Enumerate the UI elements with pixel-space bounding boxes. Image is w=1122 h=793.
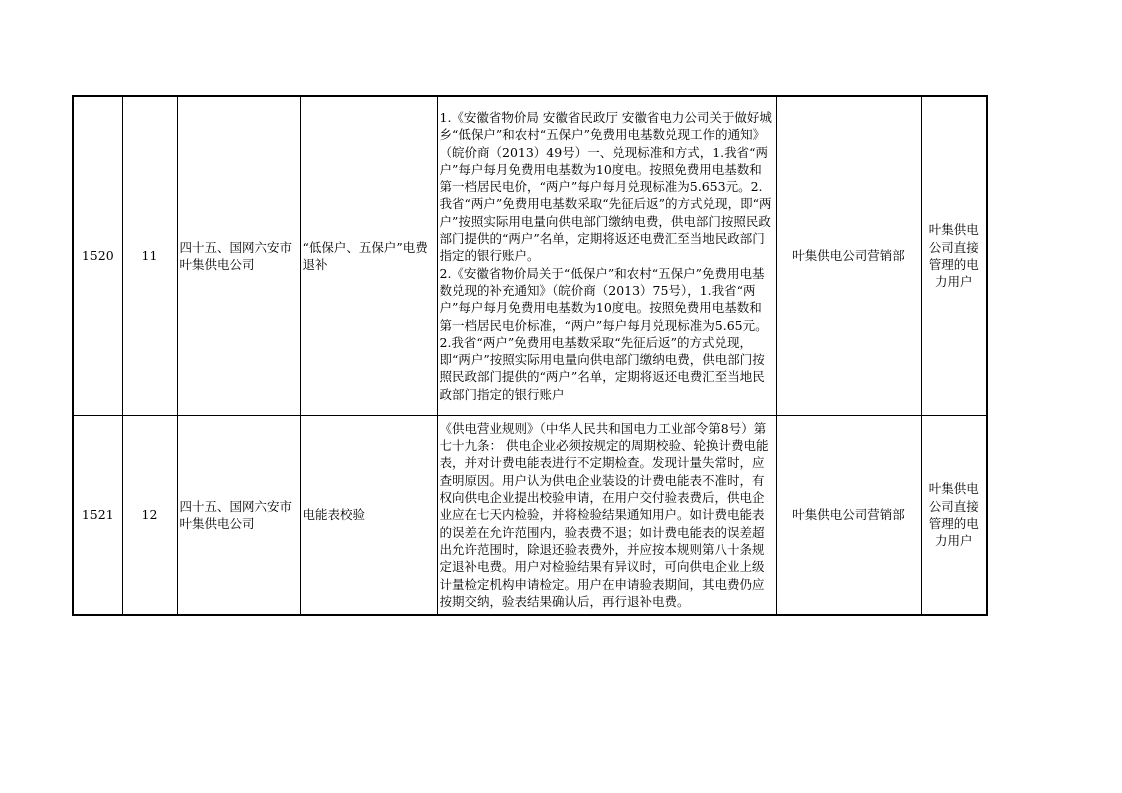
item-name-cell: 电能表校验	[300, 416, 437, 616]
table-row	[73, 96, 987, 416]
power-service-table	[72, 95, 988, 616]
row-index-cell: 11	[122, 96, 177, 416]
legal-basis-cell	[437, 416, 776, 616]
responsible-unit-cell: 叶集供电公司营销部	[776, 96, 921, 416]
scope-cell: 叶集供电公司直接管理的电力用户	[921, 416, 987, 616]
legal-basis-paragraph: 《供电营业规则》（中华人民共和国电力工业部令第8号）第七十九条： 供电企业必须按规定的周期校验、轮换计费电能表，并对计费电能表进行不定期检查。发现计量失常时，应查明原因。用户认为供电企业装设的计费电能表不准时，有权向供电企业提出校验申请，在用户交付验表费后，供电企业应在七天内检验，并将检验结果通知用户。如计费电能表的误差在允许范围内，验表费不退；如计费电能表的误差超出允许范围时，除退还验表费外，并应按本规则第八十条规定退补电费。用户对检验结果有异议时，可向供电企业上级计量检定机构申请检定。用户在申请验表期间，其电费仍应按期交纳，验表结果确认后，再行退补电费。	[439, 420, 769, 609]
row-seq-cell: 1520	[73, 96, 122, 416]
row-index-cell: 12	[122, 416, 177, 616]
department-cell: 四十五、国网六安市叶集供电公司	[177, 416, 300, 616]
table-row	[73, 416, 987, 616]
legal-basis-cell	[437, 96, 776, 416]
legal-basis-paragraph: 2.《安徽省物价局关于“低保户”和农村“五保户”免费用电基数兑现的补充通知》（皖价商（2013）75号），1.我省“两户”每户每月免费用电基数为10度电。按照免费用电基数和第一档居民电价标准，“两户”每户每月兑现标准为5.65元。2.我省“两户”免费用电基数采取“先征后返”的方式兑现，即“两户”按照实际用电量向供电部门缴纳电费，供电部门按照民政部门提供的“两户”名单，定期将返还电费汇至当地民政部门指定的银行账户	[439, 265, 768, 402]
department-cell: 四十五、国网六安市叶集供电公司	[177, 96, 300, 416]
row-seq-cell: 1521	[73, 416, 122, 616]
scope-cell: 叶集供电公司直接管理的电力用户	[921, 96, 987, 416]
legal-basis-paragraph: 1.《安徽省物价局 安徽省民政厅 安徽省电力公司关于做好城乡“低保户”和农村“五保户”免费用电基数兑现工作的通知》（皖价商（2013）49号）一、兑现标准和方式，1.我省“两户”每户每月免费用电基数为10度电。按照免费用电基数和第一档居民电价，“两户”每户每月兑现标准为5.653元。2.我省“两户”免费用电基数采取“先征后返”的方式兑现，即“两户”按照实际用电量向供电部门缴纳电费，供电部门按照民政部门提供的“两户”名单，定期将返还电费汇至当地民政部门指定的银行账户。	[439, 109, 772, 264]
responsible-unit-cell: 叶集供电公司营销部	[776, 416, 921, 616]
item-name-cell: “低保户、五保户”电费退补	[300, 96, 437, 416]
